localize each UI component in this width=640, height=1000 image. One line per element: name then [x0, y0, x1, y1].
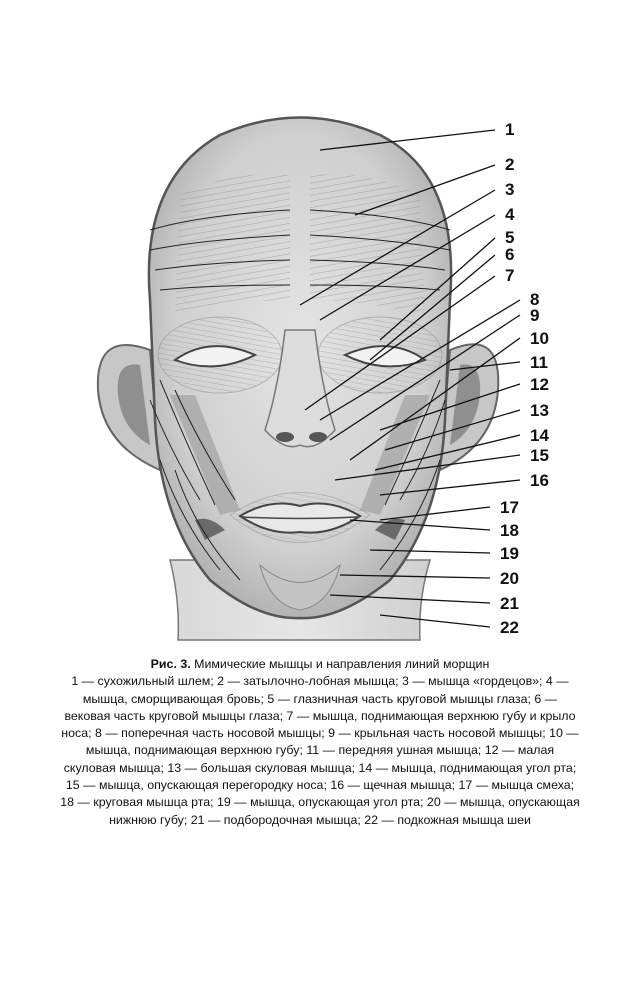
callout-15: 15: [530, 446, 549, 465]
figure-caption: [60, 656, 580, 829]
left-nostril: [276, 432, 294, 442]
callout-5: 5: [505, 228, 515, 247]
callout-13: 13: [530, 401, 549, 420]
callout-21: 21: [500, 594, 519, 613]
callout-11: 11: [530, 353, 548, 372]
callout-18: 18: [500, 521, 519, 540]
callout-4: 4: [505, 205, 515, 224]
callout-8: 8: [530, 290, 540, 309]
right-nostril: [309, 432, 327, 442]
callout-20: 20: [500, 569, 519, 588]
callout-10: 10: [530, 329, 549, 348]
callout-17: 17: [500, 498, 519, 517]
callout-16: 16: [530, 471, 549, 490]
callout-12: 12: [530, 375, 549, 394]
callout-19: 19: [500, 544, 519, 563]
caption-legend: 1 — сухожильный шлем; 2 — затылочно-лобная мышца; 3 — мышца «гордецов»; 4 — мышца, сморщивающая бровь; 5 — глазничная часть круговой мышцы глаза; 6 — вековая часть круговой мышцы глаза; 7 — мышца, поднимающая верхнюю губу и крыло носа; 8 — поперечная часть носовой мышцы; 9 — крыльная часть носовой мышцы; 10 — мышца, поднимающая верхнюю губу; 11 — передняя ушная мышца; 12 — малая скуловая мышца; 13 — большая скуловая мышца; 14 — мышца, поднимающая угол рта; 15 — мышца, опускающая перегородку носа; 16 — щечная мышца; 17 — мышца смеха; 18 — круговая мышца рта; 19 — мышца, опускающая угол рта; 20 — мышца, опускающая нижнюю губу; 21 — подбородочная мышца; 22 — подкожная мышца шеи: [60, 674, 580, 827]
callout-3: 3: [505, 180, 515, 199]
callout-14: 14: [530, 426, 549, 445]
callout-6: 6: [505, 245, 515, 264]
callout-22: 22: [500, 618, 519, 637]
callout-7: 7: [505, 266, 515, 285]
caption-title: Мимические мышцы и направления линий морщин: [194, 657, 490, 671]
frontalis-right: [310, 174, 425, 315]
callout-numbers: [500, 120, 549, 637]
callout-2: 2: [505, 155, 515, 174]
callout-1: 1: [505, 120, 515, 139]
frontalis-left: [175, 174, 290, 315]
caption-label: Рис. 3.: [150, 657, 191, 671]
callout-9: 9: [530, 306, 540, 325]
